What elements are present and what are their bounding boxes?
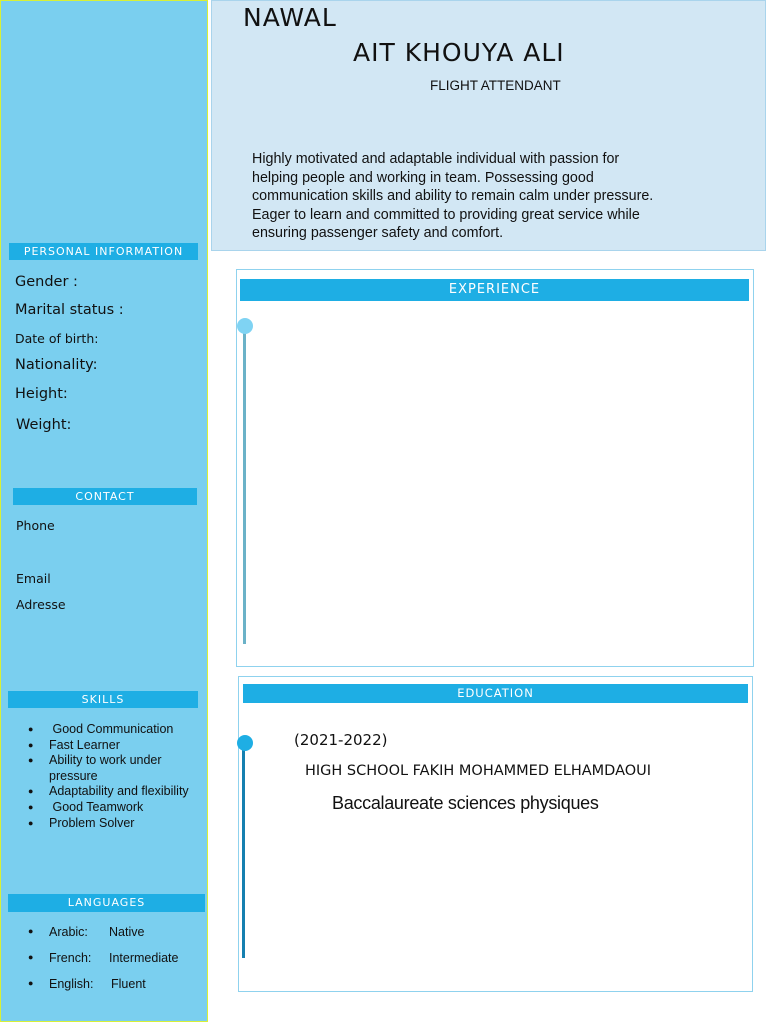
list-item: ● French: Intermediate: [28, 951, 179, 965]
experience-heading: EXPERIENCE: [240, 279, 749, 301]
summary-line: ensuring passenger safety and comfort.: [252, 225, 504, 241]
languages-heading: LANGUAGES: [8, 894, 205, 912]
bullet-icon: ●: [28, 952, 34, 962]
education-heading: EDUCATION: [243, 684, 748, 703]
education-timeline-dot: [237, 735, 253, 751]
personal-info-heading: PERSONAL INFORMATION: [9, 243, 198, 260]
education-timeline: [242, 742, 245, 958]
bullet-icon: ●: [28, 786, 34, 797]
bullet-icon: ●: [28, 724, 34, 734]
address-label: Adresse: [16, 597, 66, 612]
list-item: ● Ability to work under: [28, 753, 162, 768]
languages-list: [28, 925, 203, 1003]
list-item: ● Good Communication: [28, 722, 174, 736]
bullet-icon: ●: [28, 978, 34, 988]
sidebar: [0, 0, 208, 1022]
summary-line: helping people and working in team. Possessing good: [252, 169, 594, 186]
contact-heading: CONTACT: [13, 488, 197, 505]
list-item: pressure: [49, 768, 98, 783]
nationality-label: Nationality:: [15, 357, 98, 373]
experience-box: [236, 269, 754, 667]
skills-heading: SKILLS: [8, 691, 198, 708]
gender-label: Gender :: [15, 274, 78, 290]
summary-line: Highly motivated and adaptable individual with passion for: [252, 151, 620, 167]
bullet-icon: ●: [28, 755, 34, 766]
experience-timeline-dot: [237, 318, 253, 334]
summary-line: Eager to learn and committed to providing great service while: [252, 206, 640, 223]
height-label: Height:: [15, 386, 68, 402]
list-item: ● Adaptability and flexibility: [28, 784, 189, 799]
profile-summary: [252, 150, 653, 243]
date-of-birth-label: Date of birth:: [15, 331, 99, 346]
first-name: NAWAL: [243, 3, 337, 32]
list-item: ● Problem Solver: [28, 815, 135, 830]
marital-status-label: Marital status :: [15, 302, 124, 318]
email-label: Email: [16, 571, 51, 586]
list-item: ● English: Fluent: [28, 977, 146, 991]
last-name: AIT KHOUYA ALI: [353, 38, 565, 67]
job-title: FLIGHT ATTENDANT: [430, 78, 561, 93]
bullet-icon: ●: [28, 739, 34, 750]
list-item: ● Arabic: Native: [28, 925, 145, 939]
education-years: (2021-2022): [294, 731, 388, 749]
weight-label: Weight:: [16, 417, 72, 433]
summary-line: communication skills and ability to remain calm under pressure.: [252, 188, 654, 204]
education-box: [238, 676, 753, 992]
experience-timeline: [243, 326, 246, 644]
bullet-icon: ●: [28, 817, 34, 828]
education-school: HIGH SCHOOL FAKIH MOHAMMED ELHAMDAOUI: [305, 763, 652, 779]
phone-label: Phone: [16, 518, 55, 533]
bullet-icon: ●: [28, 801, 34, 812]
list-item: ● Fast Learner: [28, 737, 120, 752]
list-item: ● Good Teamwork: [28, 799, 144, 814]
bullet-icon: ●: [28, 926, 34, 936]
skills-list: [28, 722, 203, 831]
education-degree: Baccalaureate sciences physiques: [332, 793, 599, 813]
